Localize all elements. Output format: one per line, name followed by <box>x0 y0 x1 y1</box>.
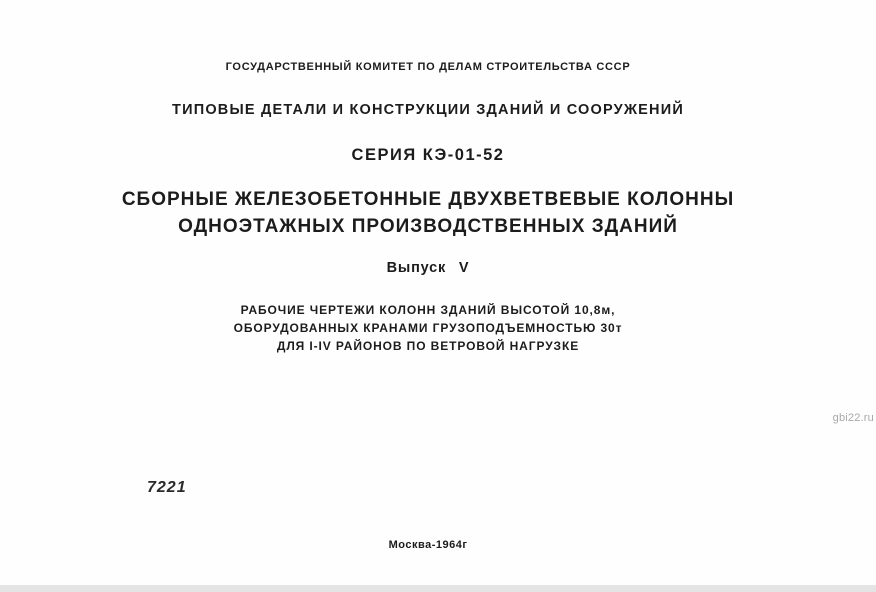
document-title-line1: СБОРНЫЕ ЖЕЛЕЗОБЕТОННЫЕ ДВУХВЕТВЕВЫЕ КОЛОННЫ <box>121 189 735 210</box>
subtitle-line1: РАБОЧИЕ ЧЕРТЕЖИ КОЛОНН ЗДАНИЙ ВЫСОТОЙ 10,8м, <box>240 303 616 317</box>
site-watermark: gbi22.ru <box>832 412 874 424</box>
imprint-city-year: Москва-1964г <box>388 539 468 551</box>
scan-edge-bar <box>0 585 876 592</box>
subtitle-line2: ОБОРУДОВАННЫХ КРАНАМИ ГРУЗОПОДЪЕМНОСТЬЮ 30т <box>233 321 623 335</box>
stamp-number: 7221 <box>147 479 187 496</box>
subtitle-line3: ДЛЯ I-IV РАЙОНОВ ПО ВЕТРОВОЙ НАГРУЗКЕ <box>276 339 580 353</box>
issue-number: Выпуск V <box>386 260 470 276</box>
series-type-header: ТИПОВЫЕ ДЕТАЛИ И КОНСТРУКЦИИ ЗДАНИЙ И СООРУЖЕНИЙ <box>172 102 684 118</box>
series-number: СЕРИЯ КЭ-01-52 <box>351 146 505 164</box>
committee-header: ГОСУДАРСТВЕННЫЙ КОМИТЕТ ПО ДЕЛАМ СТРОИТЕЛЬСТВА СССР <box>225 61 631 73</box>
document-title-line2: ОДНОЭТАЖНЫХ ПРОИЗВОДСТВЕННЫХ ЗДАНИЙ <box>178 216 678 237</box>
